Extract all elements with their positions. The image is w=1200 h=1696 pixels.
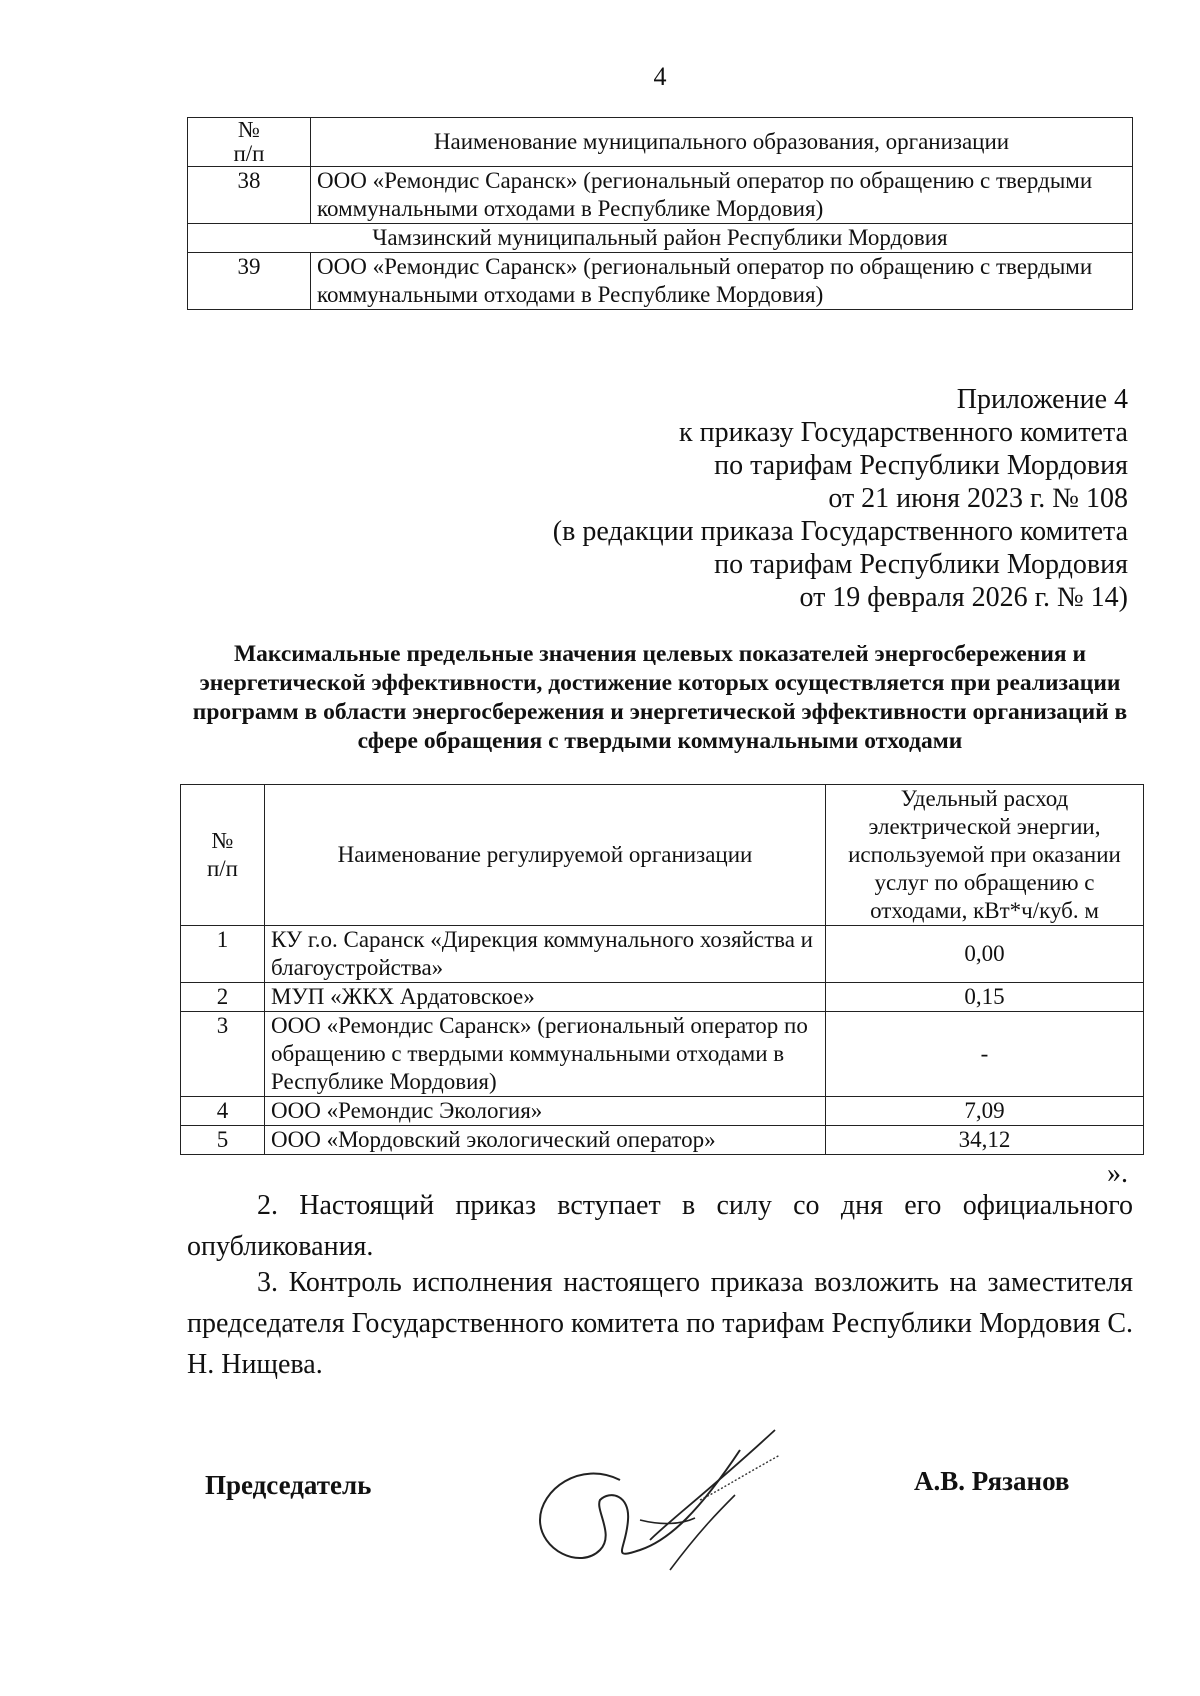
handwritten-signature <box>520 1400 820 1580</box>
row-name: ООО «Ремондис Экология» <box>265 1097 826 1126</box>
appendix-block <box>553 383 1128 614</box>
appendix-line: к приказу Государственного комитета <box>679 417 1128 448</box>
row-name: ООО «Мордовский экологический оператор» <box>265 1126 826 1155</box>
row-name: КУ г.о. Саранск «Дирекция коммунального хозяйства и благоустройства» <box>265 926 826 983</box>
row-value: 7,09 <box>826 1097 1144 1126</box>
table-row <box>181 1126 1144 1155</box>
table-header-row <box>181 785 1144 926</box>
targets-table <box>180 784 1144 1155</box>
table-row <box>181 1097 1144 1126</box>
col-name-header: Наименование регулируемой организации <box>265 785 826 926</box>
col-name-header: Наименование муниципального образования, организации <box>311 118 1133 167</box>
row-num: 4 <box>181 1097 265 1126</box>
table-row <box>181 926 1144 983</box>
document-title: Максимальные предельные значения целевых показателей энергосбережения и энергетической эффективности, достижение которых осуществляется при реализации программ в области энергосбережения и энергетической эффективности организаций в сфере обращения с твердыми коммунальными отходами <box>192 641 1128 754</box>
paragraph-2 <box>187 1185 1133 1267</box>
row-name: МУП «ЖКХ Ардатовское» <box>265 983 826 1012</box>
row-num: 2 <box>181 983 265 1012</box>
col-value-header: Удельный расход электрической энергии, используемой при оказании услуг по обращению с отходами, кВт*ч/куб. м <box>826 785 1144 926</box>
table-row <box>188 167 1133 224</box>
table-header-row <box>188 118 1133 167</box>
col-num-header: № п/п <box>181 785 265 926</box>
row-value: 34,12 <box>826 1126 1144 1155</box>
paragraph-3-text: 3. Контроль исполнения настоящего приказа возложить на заместителя председателя Государственного комитета по тарифам Республики Мордовия С. Н. Нищева. <box>187 1267 1133 1380</box>
table-row <box>188 253 1133 310</box>
appendix-line: от 19 февраля 2026 г. № 14) <box>799 582 1128 613</box>
row-value: 0,00 <box>826 926 1144 983</box>
row-name: ООО «Ремондис Саранск» (региональный оператор по обращению с твердыми коммунальными отходами в Республике Мордовия) <box>311 253 1133 310</box>
row-num: 38 <box>188 167 311 224</box>
row-num: 5 <box>181 1126 265 1155</box>
section-title: Чамзинский муниципальный район Республики Мордовия <box>188 224 1133 253</box>
col-num-header: № п/п <box>188 118 311 167</box>
appendix-line: (в редакции приказа Государственного комитета <box>552 516 1128 547</box>
row-num: 3 <box>181 1012 265 1097</box>
row-value: 0,15 <box>826 983 1144 1012</box>
row-num: 39 <box>188 253 311 310</box>
appendix-line: по тарифам Республики Мордовия <box>714 450 1128 481</box>
table-row <box>181 983 1144 1012</box>
municipal-table <box>187 117 1133 310</box>
signatory-name: А.В. Рязанов <box>914 1466 1070 1496</box>
row-value: - <box>826 1012 1144 1097</box>
page-number: 4 <box>653 62 667 91</box>
appendix-line: по тарифам Республики Мордовия <box>714 549 1128 580</box>
row-name: ООО «Ремондис Саранск» (региональный оператор по обращению с твердыми коммунальными отходами в Республике Мордовия) <box>311 167 1133 224</box>
row-num: 1 <box>181 926 265 983</box>
paragraph-3 <box>187 1262 1133 1385</box>
signatory-role: Председатель <box>205 1470 372 1500</box>
appendix-line: от 21 июня 2023 г. № 108 <box>828 483 1128 514</box>
paragraph-2-text: 2. Настоящий приказ вступает в силу со дня его официального опубликования. <box>187 1190 1133 1262</box>
appendix-line: Приложение 4 <box>956 384 1128 415</box>
row-name: ООО «Ремондис Саранск» (региональный оператор по обращению с твердыми коммунальными отходами в Республике Мордовия) <box>265 1012 826 1097</box>
table-section-row <box>188 224 1133 253</box>
closing-quote: ». <box>1107 1158 1128 1189</box>
table-row <box>181 1012 1144 1097</box>
